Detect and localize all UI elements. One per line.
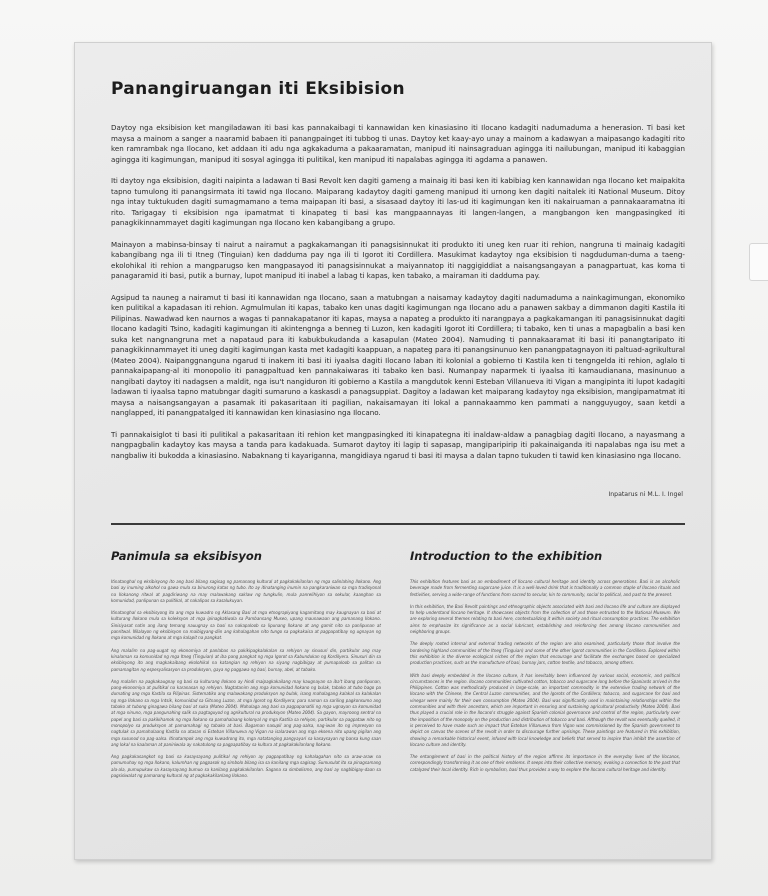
english-paragraph: The deeply rooted internal and external trading networks of the region are also examined, particularly those that involve the bordering highland communities of the Itneg (Tinguian) and some of the other Igorot communities in the Cordillera. Explored within this exhibition is the diverse ecological niches of the region that encourage and facilitate the exchanges based on specialized production practices, such as the manufacture of basi, burnay jars, cotton textile, and tobacco, among others. <box>410 641 680 666</box>
divider-rule <box>111 523 685 525</box>
intro-paragraph: Mainayon a mabinsa-binsay ti nairut a nairamut a pagkakamangan iti panagsisinnukat iti produkto iti uneg ken ruar iti rehion, nangruna ti mainaig kadagiti kabangibang nga ili ti Itneg (Tinguian) ken dadduma pay nga ili ti Igorot iti Cordillera. Masukimat kadaytoy nga eksibision ti nagduduman-duma a taeng-ekolohikal iti rehion a mangparugso ken mangpasayod iti panagsisinnukat a maiyannatop iti naggigiddiat a naisangsangayan a panagpartuat, kas koma ti panagaramid iti basi, putik a burnay, lupot manipud iti inabel a labag ti kapas, ken tabako, a mairaman iti dadduma pay. <box>111 239 685 280</box>
english-heading: Introduction to the exhibition <box>410 549 603 563</box>
english-paragraph: With basi deeply embedded in the Ilocano culture, it has inevitably been influenced by various social, economic, and political circumstances in the region. Ilocano communities cultivated cotton, tobacco and sugarcane long before the Spaniards arrived in the Philippines. Cotton was methodically produced in large-scale, an important commodity in the extensive trading network of the Ilocano with the Chinese, the Central Luzon communities, and the Igorots of the Cordillera; tobacco, and sugarcane for basi and vinegar were mainly for their own consumption (Mateo 2004). Basi was significantly used in maintaining relationships within the communities and with their ancestors, which are important in ensuring and sustaining agricultural productivity (Mateo 2004). Basi thus played a crucial role in the Ilocano's struggle against Spanish colonial governance and control of the region, particularly over the imposition of the monopoly on the production and distribution of tobacco and basi. Although the revolt was eventually quelled, it is perceived to have made such an impact that Esteban Villanueva from Vigan was commissioned by the Spanish government to depict on canvas the scenes of the revolt in order to discourage further uprisings. These paintings are featured in this exhibition, showing a remarkable historical event, infused with local knowledge and beliefs that served to inspire than inhibit the assertion of Ilocano culture and identity. <box>410 672 680 747</box>
wall-fixture <box>749 243 768 281</box>
english-paragraph: This exhibition features basi as an embodiment of Ilocano cultural heritage and identity across generations. Basi is an alcoholic beverage made from fermenting sugarcane juice. It is a well-loved drink that is traditionally a common staple of Ilocano rituals and festivities, serving a wide-range of functions from sacred to secular, kin to community, social to political, and past to the present. <box>410 579 680 597</box>
panel-title: Panangiruangan iti Eksibision <box>111 79 405 99</box>
filipino-heading: Panimula sa eksibisyon <box>111 549 262 563</box>
english-paragraph: The entanglement of basi in the political history of the region affirms its importance in the everyday lives of the Ilocanos, correspondingly transforming it as one of their emblems. It seeps into their collective memory, evoking a connection to the past that catalyzed their local identity. Rich in symbolism, basi thus provides a way to explore the Ilocano cultural heritage and identity. <box>410 754 680 772</box>
ilocano-introduction <box>111 123 685 472</box>
intro-paragraph: Iti daytoy nga eksibision, dagiti naipinta a ladawan ti Basi Revolt ken dagiti gameng a mainaig iti basi ken iti kabibiag ken kannawidan nga Ilocano ket maipakita tapno tumulong iti panangsirmata iti tawid nga Ilocano. Maiparang kadaytoy dagiti gameng manipud iti urnong ken dagiti naitalek iti National Museum. Ditoy nga intay tuktukuden dagiti sumagmamano a tema maipapan iti basi, a sisasaad daytoy iti las-ud iti kagimungan ken iti nakairuaman a pannakaaramatna iti rito. Tarigagay ti eksibision nga ipamatmat ti kinapateg ti basi kas mangpaannayas iti langen-langen, a mangbangon ken mangpasingked iti panagkikinnammayet dagiti kagimungan nga Ilocano ken kabangibang a grupo. <box>111 176 685 227</box>
intro-paragraph: Agsipud ta nauneg a nairamut ti basi iti kannawidan nga Ilocano, saan a matubngan a naisamay kadaytoy dagiti nadumaduma a nainkagimungan, ekonomiko ken pulitikal a kapadasan iti rehion. Agmulmulan iti kapas, tabako ken unas dagiti kagimungan nga Ilocano adu a panawen sakbay a dimmanon dagiti Kastila iti Pilipinas. Nawadwad ken naurnos a wagas ti pannakapatanor iti kapas, maysa a napateg a produkto iti narangpaya a pagkakamangan iti panagsisinnukat dagiti Ilocano kadagiti Tsino, kadagiti kagimungan iti akintengnga a benneg ti Luzon, ken kadagiti Igorot iti Cordillera; ti tabako, ken ti unas a mapagbalin a basi ken suka ket nangnangruna met a napataud para iti kabukbukudanda a kasapulan (Mateo 2004). Namuding ti pannakaaramat iti basi iti panangtaripato iti panagkikinnammayet iti uneg dagiti kagimungan kasta met kadagiti kaappuan, a napateg para iti panangsinunuo ken panangpatagnayon iti paltuad-agrikultural (Mateo 2004). Naipanggnanguna ngarud ti inakem iti basi iti iyaalsa dagiti Ilocano laban iti kolonial a gobierno ti Kastila ken ti tengngelda iti rehion, aglalo ti pannakaipapang-al iti monopolio iti panagpaltuad ken pannakaiwaras iti tabako ken basi. Numanpay naparmek ti iyaalsa iti kamaudianana, masinunuo a nangibati daytoy iti nadagsen a maldit, nga isu't nangiduron iti gobierno a Kastila a mangdutok kenni Esteban Villanueva iti Vigan a mangipinta iti lupot kadagiti ladawan ti iyaalsa tapno matubngar dagiti sumaruno a kaskasdi a panagsuppiat. Dagitoy a ladawan ket maiparang kadaytoy nga eksibision, mangipamatmat iti maysa a naisangsangayan a pasamak iti pakasaritaan iti pagilian, nakaisamayan iti lokal a pannakaammo ken pammati a nangguyugoy, saan ketdi a nanglapped, iti panangpatalged iti kannawidan ken kinasiasino nga Ilocano. <box>111 292 685 417</box>
filipino-paragraph: Ang malalim na pagkakaugnay ng basi sa kulturang Ilokano ay hindi maipagkakailang may kaugnayan sa iba't ibang panlipunan, pang-ekonomiya at pulitikal na karanasan ng rehiyon. Nagtatanim ang mga komunidad Ilokano ng bulak, tabako at tubo bago pa dumating ang mga Kastila sa Pilipinas. Sistematiko ang malawakang produksyon ng bulak, isang mahalagang kalakal sa kalakalan ng mga Ilokano sa mga Intsik, komunidad sa Gitnang Luzon, at mga Igorot ng Kordilyera; para naman sa sariling pagkonsumo ang tabako at tubong ginagawa bilang basi at suka (Mateo 2004). Mahalaga ang basi sa pagpapanatili ng mga ugnayan sa komunidad at mga ninuno, mga pangunahing salik sa pagtaguyod ng agrikultural na produksyon (Mateo 2004). Sa gayon, mayroong sentral na papel ang basi sa pakikihamok ng mga Ilokano sa pamahalaang kolonyal ng mga Kastila sa rehiyon, partikular sa pagpataw nito ng monopolyo sa produksyon at pamamahagi ng tabako at basi. Bagaman nasupil ang pag-aalsa, nag-iwan ito ng impresyon na nagtulak sa pamahalaang Kastila na atasan si Esteban Villanueva ng Vigan na isalarawan ang mga eksena nito upang pigilan ang mga susunod na pag-aalsa. Itinatampok ang mga kuwadrong ito, mga natatanging pangyayari sa kasaysayan ng bansa kung saan ang lokal na kaalaman at paniniwala ay nakatulong sa pagpapatibay sa kultura at pagkakakilanlang Ilokano. <box>111 678 381 747</box>
english-paragraph: In this exhibition, the Basi Revolt paintings and ethnographic objects associated with basi and Ilocano life and culture are displayed to help understand Ilocano heritage. It showcases objects from the collection of and those entrusted to the National Museum. We are exploring several themes relating to basi here, contextualizing it within society and ritual consumption practices. The exhibition aims to emphasize its significance as a social lubricant, establishing and reinforcing ties among Ilocano communities and neighboring groups. <box>410 603 680 635</box>
translator-credit: Inpatarus ni M.L. I. Ingel <box>608 491 683 498</box>
english-column <box>410 549 680 779</box>
filipino-paragraph: Itinatanghal sa eksibisyong ito ang mga kuwadro ng Aklasang Basi at mga etnograpiyang kagamitang may kaugnayan sa basi at kulturang Ilokano mula sa koleksyon at mga ipinagkatiwala sa Pambansang Museo, upang maunawaan ang pamanang Ilokano. Sinisiyasat natin ang ilang temang nauugnay sa basi na nakapaloob sa lipunang Ilokano at ang gamit nito sa panlipunan at panritwal. Nilalayon ng eksibisyon na maibigyang-diin ang kahalagahan nito tungo sa pagkakaisa at pagpapatibay ng ugnayan ng mga komunidad ng Ilokano at mga kalapit na pangkat. <box>111 610 381 641</box>
filipino-paragraph: Ang pagkakasangkot ng basi sa kasaysayang pulitikal ng rehiyon ay pagpapatibay ng kahalagahan nito sa araw-araw na pamumuhay ng mga Ilokano, kalumhan ng pagpasok ng simbolo bilang isa sa kanilang mga sagisag. Sumusulat ito sa pinagsamang ala-ala, pumupukaw sa kasaysayang bumuo sa kanilang pagkakakilanlan. Sagana sa simbolismo, ang basi ay nagbibigay-daan sa pagsisiwalat ng pamanang kultural ng at pagkakakilanlang Ilokano. <box>111 754 381 779</box>
filipino-paragraph: Ang malalim na pag-uugat ng ekonomiya at panlabas na pakikipagkalakalan sa rehiyon ay sinusuri din, partikular ang may kinalaman sa komunidad ng mga Itneg (Tinguian) at iba pang pangkat ng mga Igorot sa Kabundukan ng Kordilyera. Sinusuri din sa eksibisyong ito ang magkakaibang ekolohikal na katangian ng rehiyon na siyang nagbibigay at pumapaloob sa palitan sa pamamagitan ng espesyalisasyon sa produksyon, gaya ng paggawa ng basi, burnay, abel, at tabako. <box>111 647 381 672</box>
intro-paragraph: Ti pannakaisiglot ti basi iti pulitikal a pakasaritaan iti rehion ket mangpasingked iti kinapategna iti inaldaw-aldaw a panagbiag dagiti Ilocano, a nayasmang a nangpagbalin kadaytoy kas maysa a tanda para kadakuada. Sumarot daytoy iti lagip ti sapasap, mangiparipirip iti pakainaiganda iti napalabas nga isu met a nangbaliw iti bukodda a kinasiasino. Nabaknang ti kayariganna, mangidiaya ngarud ti basi iti maysa a dalan tapno tukuden ti tawid ken kinasiasino nga Ilocano. <box>111 429 685 460</box>
filipino-paragraph: Itinatanghal ng eksibisyong ito ang basi bilang sagisag ng pamanang kultural at pagkakakilanlan ng mga salinlahing Ilokano. Ang basi ay inuming alkohol na gawa mula sa binurong katas ng tubo. Ito ay itinatanging inumin na pangkaraniwan sa mga tradisyonal na Ilokanong ritwal at pagdiriwang na may malawakang saklaw ng tungkulin, mula panrelihiyon sa sekular, kaanghan sa komunidad, panlipunan sa pulitikal, at nakalipas sa kasalukuyan. <box>111 579 381 603</box>
exhibition-panel <box>74 42 712 860</box>
filipino-column <box>111 549 381 785</box>
intro-paragraph: Daytoy nga eksibision ket mangiladawan iti basi kas pannakaibagi ti kannawidan ken kinasiasino iti Ilocano kadagiti nadumaduma a henerasion. Ti basi ket maysa a mainom a sanger a naaramid babaen iti panangpainget iti tubbog ti unas. Daytoy ket kaay-ayo unay a mainom a kadawyan a maipasango kadagiti rito ken ramrambak nga Ilocano, ket addaan iti adu nga agkakaduma a pakaaramatan, manipud iti nainsagraduan agingga iti nailubungan, manipud iti kabaggian agingga iti kagimungan, manipud iti sosyal agingga iti pulitikal, ken manipud iti napalabas agingga iti agdama a panawen. <box>111 123 685 164</box>
